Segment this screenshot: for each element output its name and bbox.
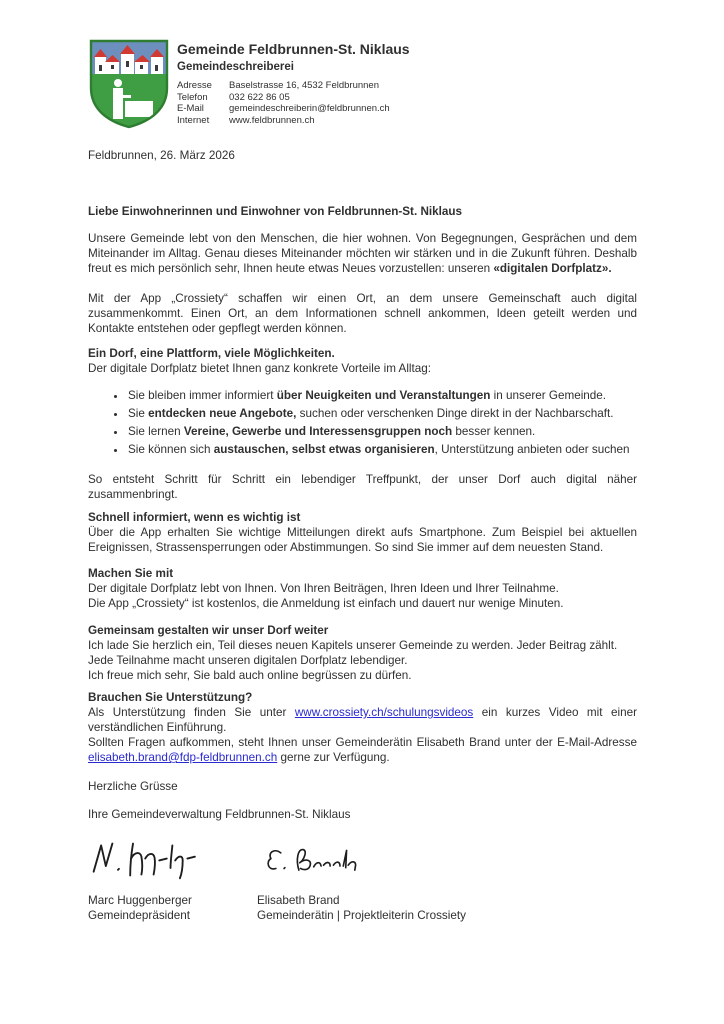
municipality-title: Gemeinde Feldbrunnen-St. Niklaus xyxy=(177,41,410,57)
text-segment: entdecken neue Angebote, xyxy=(148,407,297,420)
contact-label: Telefon xyxy=(177,91,208,103)
contact-value: 032 622 86 05 xyxy=(229,91,290,103)
section-body: Der digitale Dorfplatz bietet Ihnen ganz konkrete Vorteile im Alltag: xyxy=(88,362,432,375)
signer-block xyxy=(257,893,637,923)
contact-value: Baselstrasse 16, 4532 Feldbrunnen xyxy=(229,80,379,91)
section-line: Ich lade Sie herzlich ein, Teil dieses neuen Kapitels unserer Gemeinde zu werden. Jeder Beitrag zählt. xyxy=(88,639,618,652)
signature-names-row xyxy=(88,893,637,923)
signer-role: Gemeindepräsident xyxy=(88,909,191,922)
list-item xyxy=(127,442,637,457)
list-item xyxy=(127,424,637,439)
text-segment: ein kurzes Video mit einer verständlichen Einführung. xyxy=(88,706,637,734)
text-segment: «digitalen Dorfplatz». xyxy=(493,262,612,275)
support-paragraph-video xyxy=(88,705,637,735)
text-segment: gerne zur Verfügung. xyxy=(277,751,390,764)
section-heading: Ein Dorf, eine Plattform, viele Möglichkeiten. xyxy=(88,347,335,360)
signature-elisabeth-brand xyxy=(257,843,372,880)
text-segment: Sie bleiben immer informiert xyxy=(128,389,277,402)
contact-value: www.feldbrunnen.ch xyxy=(229,114,315,126)
signer-name: Marc Huggenberger xyxy=(88,894,192,907)
list-item xyxy=(127,406,637,421)
contact-label: Adresse xyxy=(177,80,212,91)
section-line: Ich freue mich sehr, Sie bald auch online begrüssen zu dürfen. xyxy=(88,669,412,682)
signature-cell-left xyxy=(88,836,257,883)
sender-line: Ihre Gemeindeverwaltung Feldbrunnen-St. Niklaus xyxy=(88,808,351,821)
contact-label: E-Mail xyxy=(177,103,204,115)
benefits-list xyxy=(88,388,637,457)
signer-name: Elisabeth Brand xyxy=(257,894,340,907)
section-heading: Brauchen Sie Unterstützung? xyxy=(88,691,253,704)
section-support xyxy=(88,690,637,765)
contact-row-website xyxy=(177,115,410,127)
letterhead xyxy=(88,38,637,130)
section-body: Über die App erhalten Sie wichtige Mitteilungen direkt aufs Smartphone. Zum Beispiel bei aktuellen Ereignissen, Strassensperrungen oder Abstimmungen. So sind Sie immer auf dem neuesten Stand. xyxy=(88,526,637,554)
contact-block xyxy=(177,80,410,126)
contact-row-phone xyxy=(177,92,410,104)
contact-row-address xyxy=(177,80,410,92)
text-segment: Als Unterstützung finden Sie unter xyxy=(88,706,295,719)
text-segment: in unserer Gemeinde. xyxy=(490,389,607,402)
section-line: Die App „Crossiety“ ist kostenlos, die Anmeldung ist einfach und dauert nur wenige Minuten. xyxy=(88,597,564,610)
contact-label: Internet xyxy=(177,114,210,126)
text-segment: suchen oder verschenken Dinge direkt in der Nachbarschaft. xyxy=(296,407,614,420)
section-together xyxy=(88,623,637,683)
section-heading: Gemeinsam gestalten wir unser Dorf weiter xyxy=(88,624,329,637)
department-name: Gemeindeschreiberei xyxy=(177,61,294,73)
text-segment: , Unterstützung anbieten oder suchen xyxy=(434,443,630,456)
list-item xyxy=(127,388,637,403)
section-join xyxy=(88,566,637,611)
section-line: Der digitale Dorfplatz lebt von Ihnen. Von Ihren Beiträgen, Ihren Ideen und Ihrer Teilnahme. xyxy=(88,582,559,595)
contact-row-email xyxy=(177,103,410,115)
closing-greeting: Herzliche Grüsse xyxy=(88,780,178,793)
text-segment: über Neuigkeiten und Veranstaltungen xyxy=(276,389,491,402)
section-line: Jede Teilnahme macht unseren digitalen Dorfplatz lebendiger. xyxy=(88,654,408,667)
text-segment: Unsere Gemeinde lebt von den Menschen, die hier wohnen. Von Begegnungen, Gesprächen und dem Miteinander im Alltag. Genau dieses Miteinander möchten wir stärken und in die Zukunft führen. Deshalb freut es mich persönlich sehr, Ihnen heute etwas Neues vorzustellen: unseren xyxy=(88,232,637,275)
paragraph-intro xyxy=(88,231,637,276)
text-segment: besser kennen. xyxy=(452,425,536,438)
signature-cell-right xyxy=(257,843,637,883)
text-segment: Vereine, Gewerbe und Interessensgruppen noch xyxy=(183,425,453,438)
signer-role: Gemeinderätin | Projektleiterin Crossiety xyxy=(257,909,466,922)
signer-block xyxy=(88,893,257,923)
text-segment: Sie xyxy=(128,407,149,420)
text-segment: austauschen, selbst etwas organisieren xyxy=(213,443,435,456)
signature-marc-huggenberger xyxy=(88,836,238,883)
paragraph-result: So entsteht Schritt für Schritt ein lebendiger Treffpunkt, der unser Dorf auch digital näher zusammenbringt. xyxy=(88,473,637,501)
section-heading: Schnell informiert, wenn es wichtig ist xyxy=(88,511,301,524)
text-segment: Sie können sich xyxy=(128,443,214,456)
hyperlink[interactable]: elisabeth.brand@fdp-feldbrunnen.ch xyxy=(88,751,278,764)
hyperlink[interactable]: www.crossiety.ch/schulungsvideos xyxy=(294,706,474,719)
signatures-row xyxy=(88,831,637,883)
letterhead-text xyxy=(177,38,410,126)
text-segment: Sollten Fragen aufkommen, steht Ihnen unser Gemeinderätin Elisabeth Brand unter der E-Mail-Adresse xyxy=(88,736,637,749)
section-heading: Machen Sie mit xyxy=(88,567,174,580)
salutation: Liebe Einwohnerinnen und Einwohner von Feldbrunnen-St. Niklaus xyxy=(88,205,463,218)
municipal-coat-of-arms-icon xyxy=(88,38,170,130)
contact-value: gemeindeschreiberin@feldbrunnen.ch xyxy=(229,103,390,115)
paragraph-app xyxy=(88,291,637,336)
section-informed xyxy=(88,510,637,555)
text-segment: Mit der App „Crossiety“ schaffen wir einen Ort, an dem unsere Gemeinschaft auch digital zusammenkommt. Einen Ort, an dem Informationen schnell ankommen, Ideen geteilt werden und Kontakte entstehen oder gepflegt werden können. xyxy=(88,292,637,335)
text-segment: Sie lernen xyxy=(128,425,184,438)
dateline: Feldbrunnen, 26. März 2026 xyxy=(88,149,235,162)
support-paragraph-contact xyxy=(88,735,637,765)
section-platform xyxy=(88,346,637,376)
